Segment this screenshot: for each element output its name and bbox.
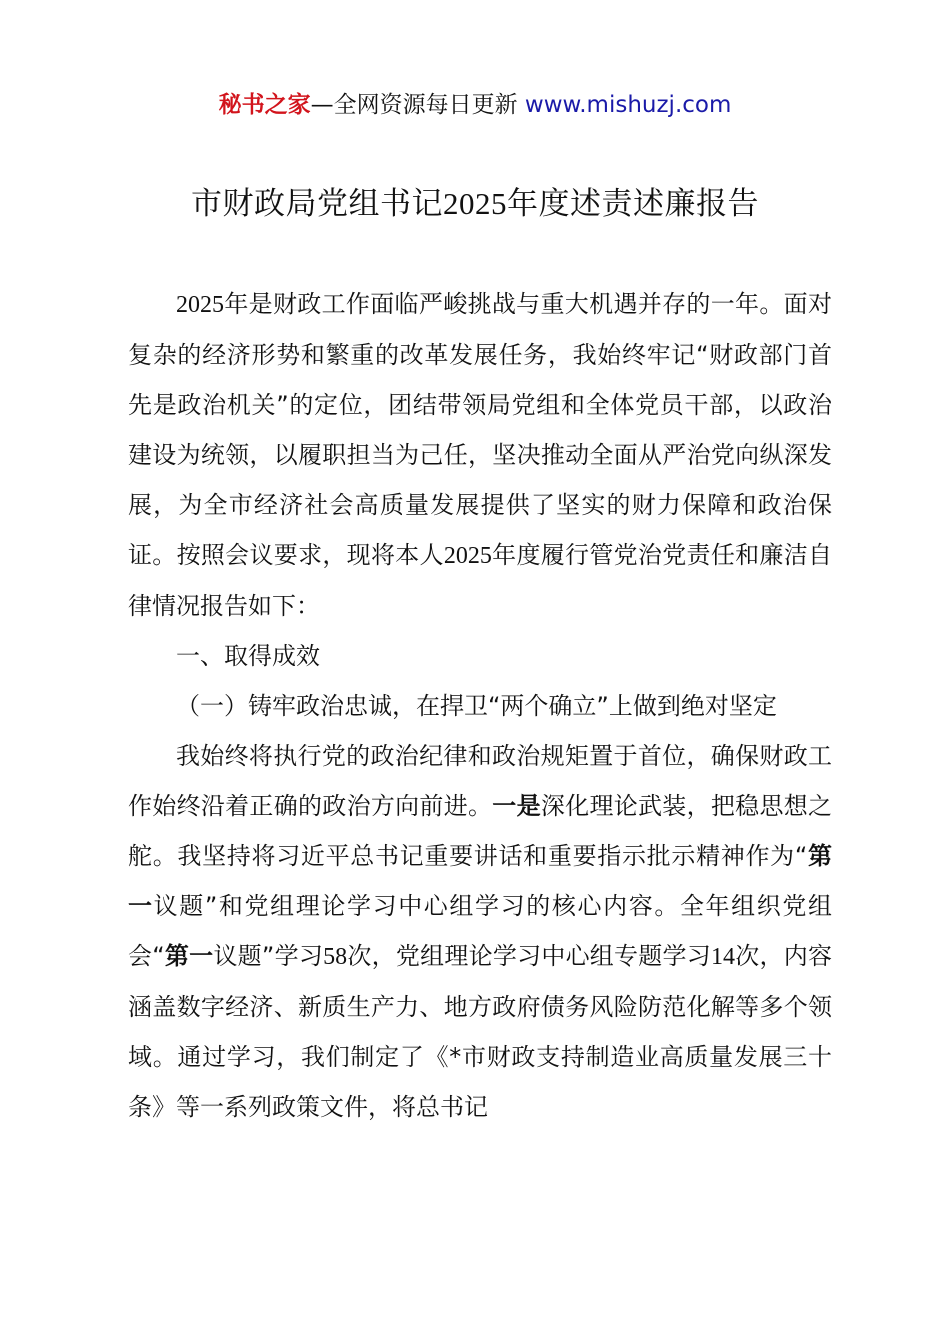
section-heading-1: 一、取得成效 [176,642,320,670]
para1-number-1: 58 [323,944,348,970]
paragraph-1 [128,731,832,1132]
title-post: 年度述责述廉报告 [507,186,759,222]
intro-year-2: 2025 [443,543,492,569]
document-title [0,180,950,228]
para1-bold-3: 第一 [164,942,214,970]
para1-text-4: 议题”学习 [213,942,324,970]
para1-text-6: 次，内容涵盖数字经济、新质生产力、地方政府债务风险防范化解等多个领域。通过学习，我们制定了《*市财政支持制造业高质量发展三十条》等一系列政策文件，将总书记 [128,942,833,1121]
brand-name: 秘书之家 [218,92,311,118]
site-url-link[interactable]: www.mishuzj.com [524,92,732,118]
title-year: 2025 [443,186,507,221]
intro-year: 2025 [176,292,224,318]
para1-number-2: 14 [711,944,736,970]
site-header [0,88,950,122]
header-tagline: —全网资源每日更新 [310,92,518,118]
para1-text-5: 次，党组理论学习中心组专题学习 [347,942,712,970]
para1-text-1: 我始终将执行党的政治纪律和政治规矩置于首位，确保财政工作始终沿着正确的政治方向前进。 [128,742,832,820]
para1-bold-1: 一是 [492,792,541,820]
intro-text-1: 年是财政工作面临严峻挑战与重大机遇并存的一年。面对复杂的经济形势和繁重的改革发展任务，我始终牢记“财政部门首先是政治机关”的定位，团结带领局党组和全体党员干部，以政治建设为统领，以履职担当为己任，坚决推动全面从严治党向纵深发展，为全市经济社会高质量发展提供了坚实的财力保障和政治保证。按照会议要求，现将本人 [128,290,832,569]
para1-text-2: 深化理论武装，把稳思想之舵。我坚持将习近平总书记重要讲话和重要指示批示精神作为“ [128,792,833,870]
document-body [128,279,832,1132]
title-pre: 市财政局党组书记 [191,186,443,222]
para1-text-3: 议题”和党组理论学习中心组学习的核心内容。全年组织党组会“ [128,892,833,970]
intro-paragraph [128,279,832,631]
intro-text-2: 年度履行管党治党责任和廉洁自律情况报告如下： [128,541,833,620]
subsection-heading-1: （一）铸牢政治忠诚，在捍卫“两个确立”上做到绝对坚定 [176,692,777,720]
para1-bold-2: 第一 [128,842,832,920]
